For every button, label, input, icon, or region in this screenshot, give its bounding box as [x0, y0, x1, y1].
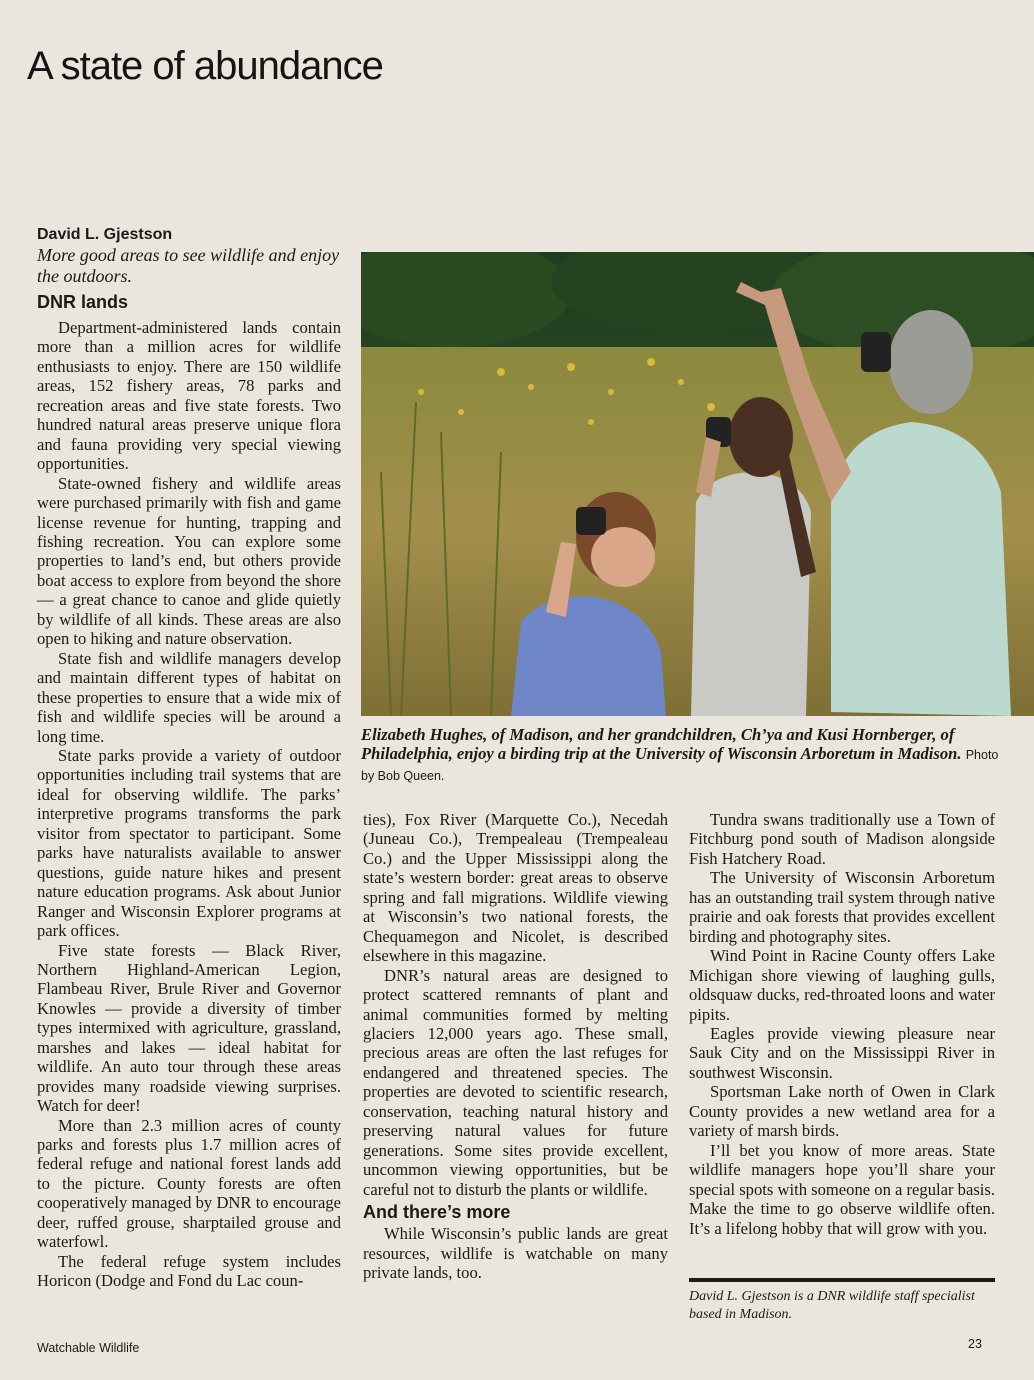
section-heading-more: And there’s more [363, 1202, 511, 1223]
photo-caption [361, 725, 1011, 786]
paragraph: The federal refuge system includes Horicon (Dodge and Fond du Lac coun- [37, 1251, 341, 1291]
paragraph: State parks provide a variety of outdoor opportunities including trail systems that are ideal for observing wildlife. The parks’ interpretive programs transforms the park visitor from spectator to participant. Some parks have naturalists available to answer questions, guide nature hikes and present nature education programs. Ask about Junior Ranger and Wisconsin Explorer programs at park offices. [37, 745, 341, 941]
column-2 [363, 810, 668, 1282]
paragraph: ties), Fox River (Marquette Co.), Necedah (Juneau Co.), Trempealeau (Trempealeau Co.) and the Upper Mississippi along the state’s western border: great areas to observe spring and fall migrations. Wildlife viewing at Wisconsin’s two national forests, the Chequamegon and Nicolet, is described elsewhere in this magazine. [363, 810, 668, 966]
paragraph: While Wisconsin’s public lands are great resources, wildlife is watchable on many private lands, too. [363, 1224, 668, 1282]
paragraph: State-owned fishery and wildlife areas were purchased primarily with fish and game license revenue for hunting, trapping and fishing recreation. You can explore some properties to land’s end, but others provide boat access to explore from beyond the shore — a great chance to canoe and glide quietly by wildlife of all kinds. These areas are also open to hiking and nature observation. [37, 473, 341, 649]
paragraph: Sportsman Lake north of Owen in Clark County provides a new wetland area for a variety of marsh birds. [689, 1082, 995, 1141]
paragraph: Wind Point in Racine County offers Lake Michigan shore viewing of laughing gulls, oldsquaw ducks, red-throated loons and water pipits. [689, 946, 995, 1024]
caption-text: Elizabeth Hughes, of Madison, and her grandchildren, Ch’ya and Kusi Hornberger, of Philadelphia, enjoy a birding trip at the University of Wisconsin Arboretum in Madison. [361, 725, 962, 763]
paragraph: Tundra swans traditionally use a Town of Fitchburg pond south of Madison alongside Fish Hatchery Road. [689, 810, 995, 868]
section-heading-dnr-lands: DNR lands [37, 292, 129, 312]
article-title: A state of abundance [27, 44, 383, 88]
dek: More good areas to see wildlife and enjoy the outdoors. [37, 245, 340, 286]
paragraph: Department-administered lands contain more than a million acres for wildlife enthusiasts to enjoy. There are 150 wildlife areas, 152 fishery areas, 78 parks and recreation areas and five state forests. Two hundred natural areas preserve unique flora and fauna providing very special viewing opportunities. [37, 318, 341, 474]
paragraph: More than 2.3 million acres of county parks and forests plus 1.7 million acres of federal refuge and national forest lands add to the picture. County forests are often cooperatively managed by DNR to encourage deer, ruffed grouse, sharptailed grouse and waterfowl. [37, 1115, 341, 1252]
column-1 [37, 318, 341, 1291]
paragraph: State fish and wildlife managers develop and maintain different types of habitat on these properties to ensure that a wide mix of fish and wildlife species will be around a long time. [37, 648, 341, 746]
paragraph: Eagles provide viewing pleasure near Sauk City and on the Mississippi River in southwest Wisconsin. [689, 1023, 995, 1082]
paragraph: The University of Wisconsin Arboretum has an outstanding trail system through native prairie and oak forests that provides excellent birding and photography sites. [689, 868, 995, 946]
paragraph: Five state forests — Black River, Northern Highland-American Legion, Flambeau River, Brule River and Governor Knowles — provide a diversity of timber types intermixed with agriculture, grassland, marshes and lakes — ideal habitat for wildlife. An auto tour through these areas provides many roadside viewing surprises. Watch for deer! [37, 940, 341, 1116]
column-3 [689, 810, 995, 1238]
divider [689, 1278, 995, 1282]
paragraph: I’ll bet you know of more areas. State wildlife managers hope you’ll share your special spots with someone on a regular basis. Make the time to go observe wildlife often. It’s a lifelong hobby that will grow with you. [689, 1140, 995, 1238]
birding-photo [361, 252, 1034, 716]
photo-credit: Photo by Bob Queen. [361, 748, 999, 783]
author-bio: David L. Gjestson is a DNR wildlife staff specialist based in Madison. [689, 1289, 975, 1322]
paragraph: DNR’s natural areas are designed to protect scattered remnants of plant and animal communities formed by melting glaciers 12,000 years ago. These small, precious areas are often the last refuges for endangered and threatened species. The properties are devoted to scientific research, conservation, teaching natural history and preserving natural values for future generations. Some sites provide excellent, uncommon viewing opportunities, but be careful not to disturb the plants or wildlife. [363, 965, 668, 1199]
byline: David L. Gjestson [37, 226, 173, 243]
footer-section: Watchable Wildlife [37, 1341, 140, 1355]
page-number: 23 [968, 1337, 982, 1351]
